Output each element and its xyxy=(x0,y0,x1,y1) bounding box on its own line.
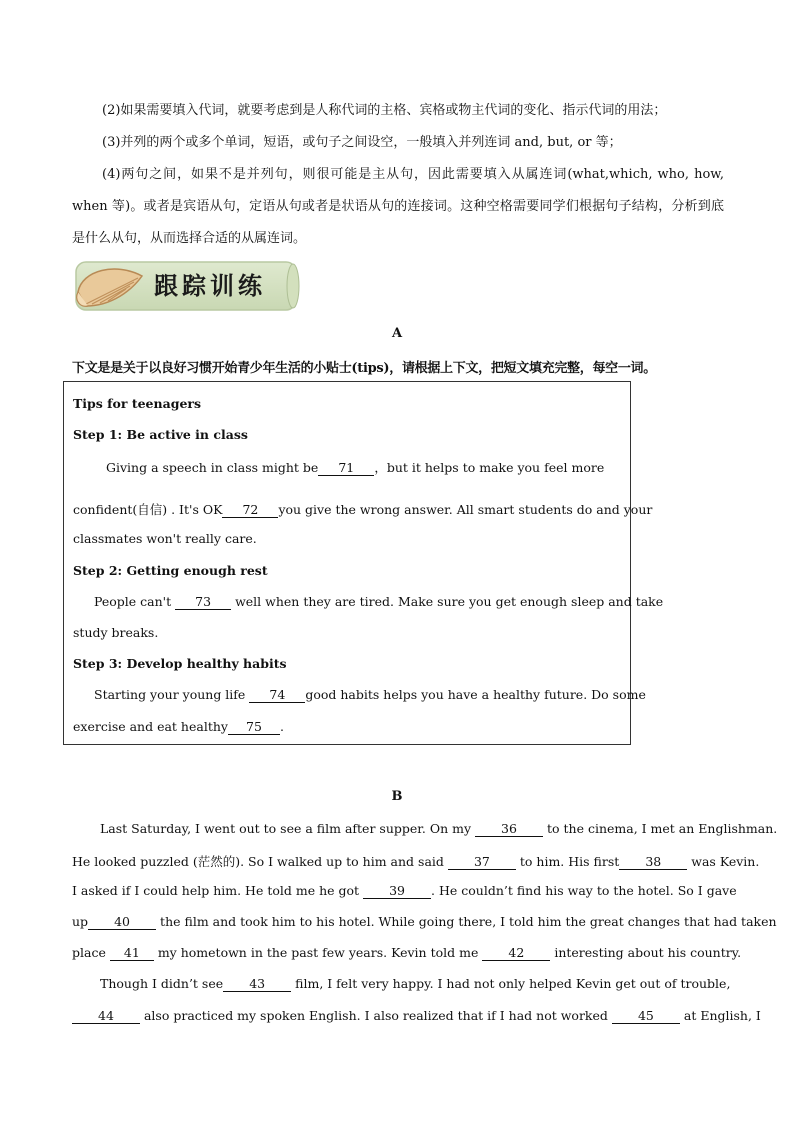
step-1-heading: Step 1: Be active in class xyxy=(73,427,248,442)
text-line: place 41 my hometown in the past few years. Kevin told me 42 interesting about his country. xyxy=(72,945,742,960)
text-line: study breaks. xyxy=(73,625,159,640)
section-a-instruction: 下文是是关于以良好习惯开始青少年生活的小贴士(tips)，请根据上下文，把短文填充完整，每空一词。 xyxy=(72,361,656,376)
section-b-label: B xyxy=(391,789,403,804)
intro-point-4: (4)两句之间，如果不是并列句，则很可能是主从句，因此需要填入从属连词(what,which, who, how, when 等)。或者是宾语从句，定语从句或者是状语从句的连接词。这种空格需要同学们根据句子结构，分析到底是什么从句，从而选择合适的从属连词。 xyxy=(72,167,724,246)
text-line: Last Saturday, I went out to see a film after supper. On my 36 to the cinema, I met an Englishman. xyxy=(100,821,778,836)
banner-title: 跟踪训练 xyxy=(154,272,266,300)
tips-title: Tips for teenagers xyxy=(73,396,202,411)
blank-37[interactable]: 37 xyxy=(448,855,516,870)
intro-point-2: (2)如果需要填入代词，就要考虑到是人称代词的主格、宾格或物主代词的变化、指示代词的用法； xyxy=(102,103,667,118)
blank-73[interactable]: 73 xyxy=(175,595,231,610)
text-line: exercise and eat healthy 75 . xyxy=(73,719,284,734)
blank-72[interactable]: 72 xyxy=(222,503,278,518)
blank-43[interactable]: 43 xyxy=(223,977,291,992)
blank-38[interactable]: 38 xyxy=(619,855,687,870)
blank-74[interactable]: 74 xyxy=(249,688,305,703)
blank-36[interactable]: 36 xyxy=(475,822,543,837)
step-3-heading: Step 3: Develop healthy habits xyxy=(73,656,287,671)
text-line: Though I didn’t see 43 film, I felt very happy. I had not only helped Kevin get out of trouble, xyxy=(100,976,731,991)
blank-71[interactable]: 71 xyxy=(318,461,374,476)
blank-45[interactable]: 45 xyxy=(612,1009,680,1024)
blank-42[interactable]: 42 xyxy=(482,946,550,961)
blank-75[interactable]: 75 xyxy=(228,720,280,735)
blank-44[interactable]: 44 xyxy=(72,1009,140,1024)
blank-39[interactable]: 39 xyxy=(363,884,431,899)
text-line: People can't 73 well when they are tired. Make sure you get enough sleep and take xyxy=(94,594,664,609)
text-line: up 40 the film and took him to his hotel. While going there, I told him the great changes that had taken xyxy=(72,914,777,929)
text-line: classmates won't really care. xyxy=(73,531,257,546)
section-a-label: A xyxy=(391,326,403,341)
text-line: Giving a speech in class might be 71 ，but it helps to make you feel more xyxy=(106,460,605,475)
blank-40[interactable]: 40 xyxy=(88,915,156,930)
step-2-heading: Step 2: Getting enough rest xyxy=(73,563,268,578)
blank-41[interactable]: 41 xyxy=(110,946,154,961)
text-line: confident(自信) . It's OK 72 you give the wrong answer. All smart students do and your xyxy=(73,502,653,517)
text-line: I asked if I could help him. He told me he got 39 . He couldn’t find his way to the hotel. So I gave xyxy=(72,883,737,898)
text-line: 44 also practiced my spoken English. I also realized that if I had not worked 45 at English, I xyxy=(72,1008,722,1024)
tips-box xyxy=(63,381,664,745)
text-line: Starting your young life 74 good habits helps you have a healthy future. Do some xyxy=(94,687,646,702)
section-banner xyxy=(72,256,300,316)
text-line: He looked puzzled (茫然的). So I walked up to him and said 37 to him. His first 38 was Kevin. xyxy=(72,854,760,869)
intro-point-3: (3)并列的两个或多个单词，短语，或句子之间设空，一般填入并列连词 and, but, or 等； xyxy=(102,135,622,150)
